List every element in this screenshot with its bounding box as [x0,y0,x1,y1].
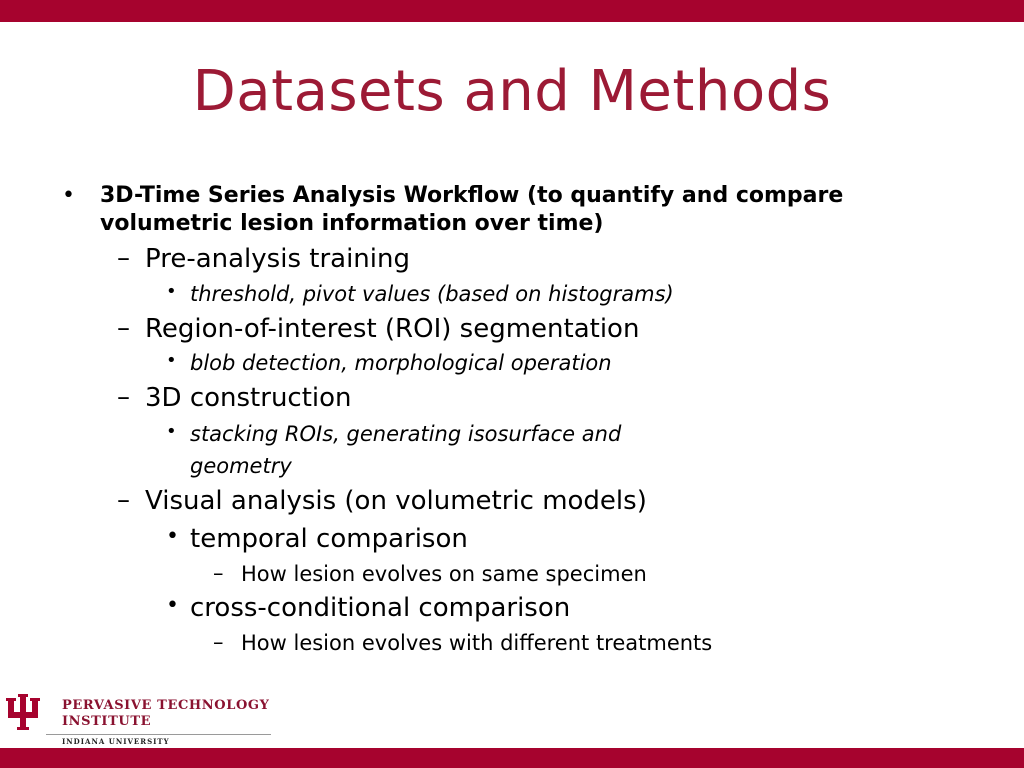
bullet-marker: • [166,421,177,442]
institute-logo [6,692,276,748]
main-bullet-line-1: 3D-Time Series Analysis Workflow (to quantify and compare [100,183,844,208]
bullet-marker: • [166,350,177,371]
bullet-marker: • [166,593,179,618]
dash-marker: – [117,382,130,412]
dash-marker: – [213,561,224,585]
dash-marker: – [213,630,224,654]
dash-marker: – [117,485,130,515]
slide-title: Datasets and Methods [192,59,832,124]
trident-logo-icon [6,694,40,730]
item-visual-analysis: Visual analysis (on volumetric models) [145,486,647,516]
item-cross-conditional-comparison: cross-conditional comparison [190,593,571,623]
logo-line-1: PERVASIVE TECHNOLOGY [62,698,270,713]
sub-blob-detection: blob detection, morphological operation [190,351,612,375]
item-roi-segmentation: Region-of-interest (ROI) segmentation [145,314,640,344]
detail-different-treatments: How lesion evolves with different treatments [241,631,713,655]
detail-same-specimen: How lesion evolves on same specimen [241,562,647,586]
bullet-marker: • [166,281,177,302]
item-3d-construction: 3D construction [145,383,352,413]
sub-threshold: threshold, pivot values (based on histograms) [190,282,674,306]
dash-marker: – [117,313,130,343]
bullet-marker: • [166,524,179,549]
dash-marker: – [117,243,130,273]
logo-line-3: INDIANA UNIVERSITY [62,737,170,746]
bottom-accent-bar [0,748,1024,768]
sub-stacking-line-1: stacking ROIs, generating isosurface and [190,422,622,446]
logo-divider [46,734,271,735]
top-accent-bar [0,0,1024,22]
sub-stacking-line-2: geometry [190,454,292,478]
bullet-marker: • [62,183,75,208]
item-pre-analysis: Pre-analysis training [145,244,410,274]
item-temporal-comparison: temporal comparison [190,524,468,554]
logo-line-2: INSTITUTE [62,714,152,729]
main-bullet-line-2: volumetric lesion information over time) [100,211,604,236]
